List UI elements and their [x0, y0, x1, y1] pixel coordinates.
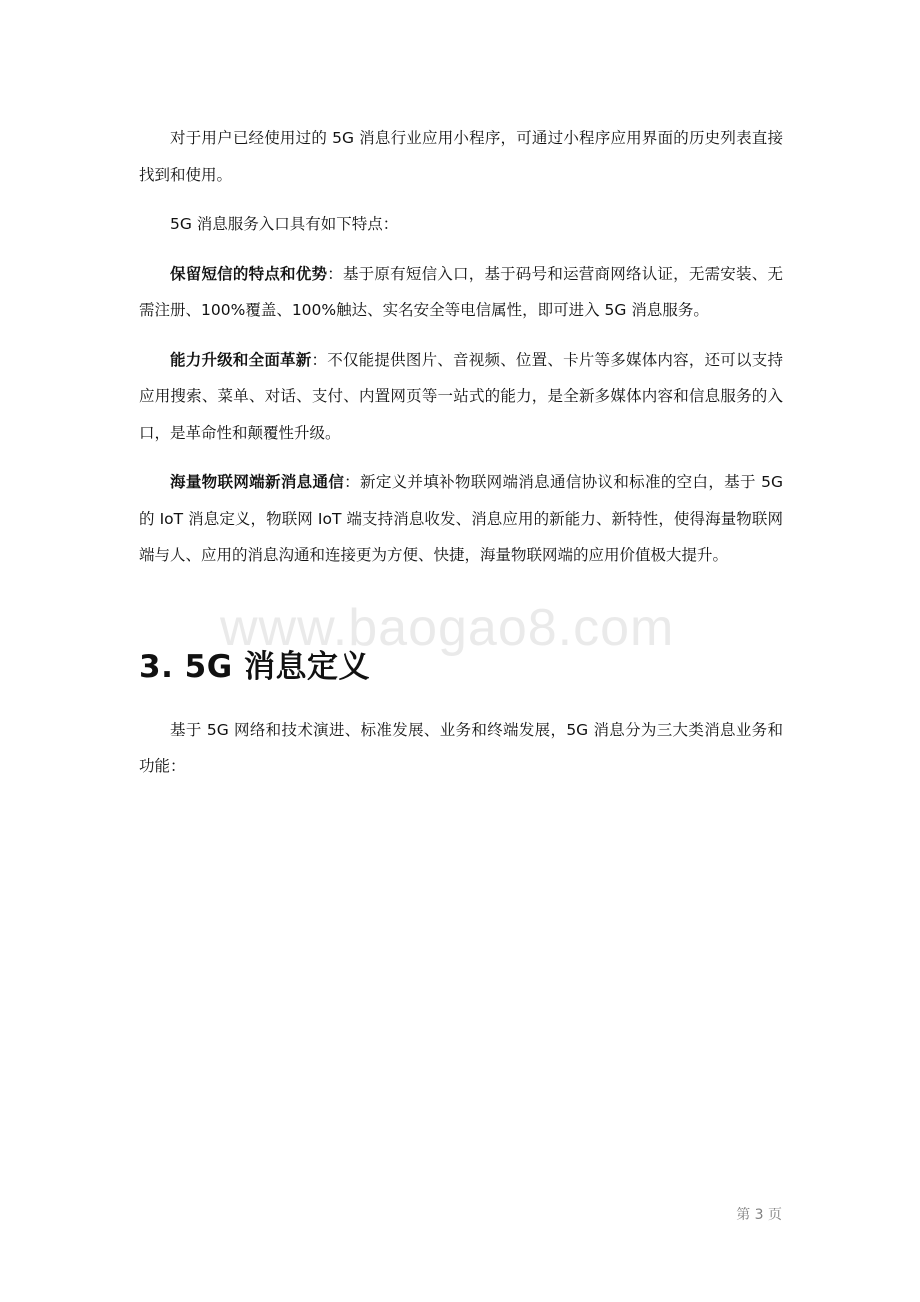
section-heading: 3. 5G 消息定义: [139, 648, 370, 685]
paragraph-section-intro: 基于 5G 网络和技术演进、标准发展、业务和终端发展，5G 消息分为三大类消息业务和功能：: [139, 720, 783, 775]
paragraph-lead: 海量物联网端新消息通信: [170, 473, 345, 491]
paragraph-text: ：基于原有短信入口，基于码号和运营商网络认证，无需安装、无需注册、100%覆盖、100%触达、实名安全等电信属性，即可进入 5G 消息服务。: [139, 264, 783, 319]
paragraph-lead: 保留短信的特点和优势: [170, 264, 328, 283]
paragraph-entry-features-intro: [139, 206, 783, 243]
paragraph-text: 对于用户已经使用过的 5G 消息行业应用小程序，可通过小程序应用界面的历史列表直接找到和使用。: [139, 129, 783, 184]
paragraph-lead: 能力升级和全面革新: [170, 350, 312, 369]
paragraph-iot-messaging: [139, 464, 783, 574]
paragraph-text: 5G 消息服务入口具有如下特点：: [170, 215, 399, 233]
paragraph-sms-advantages: [139, 256, 783, 329]
watermark-text: www.baogao8.com: [220, 599, 675, 657]
paragraph-text: ：不仅能提供图片、音视频、位置、卡片等多媒体内容，还可以支持应用搜索、菜单、对话、支付、内置网页等一站式的能力，是全新多媒体内容和信息服务的入口，是革命性和颠覆性升级。: [139, 350, 783, 442]
document-body: [139, 120, 783, 798]
paragraph-mini-program-history: [139, 120, 783, 193]
paragraph-capability-upgrade: [139, 342, 783, 452]
page-number: 第 3 页: [736, 1207, 782, 1223]
paragraph-text: ：新定义并填补物联网端消息通信协议和标准的空白，基于 5G 的 IoT 消息定义，物联网 IoT 端支持消息收发、消息应用的新能力、新特性，使得海量物联网端与人、应用的消息沟通和连接更为方便、快捷，海量物联网端的应用价值极大提升。: [139, 473, 783, 564]
